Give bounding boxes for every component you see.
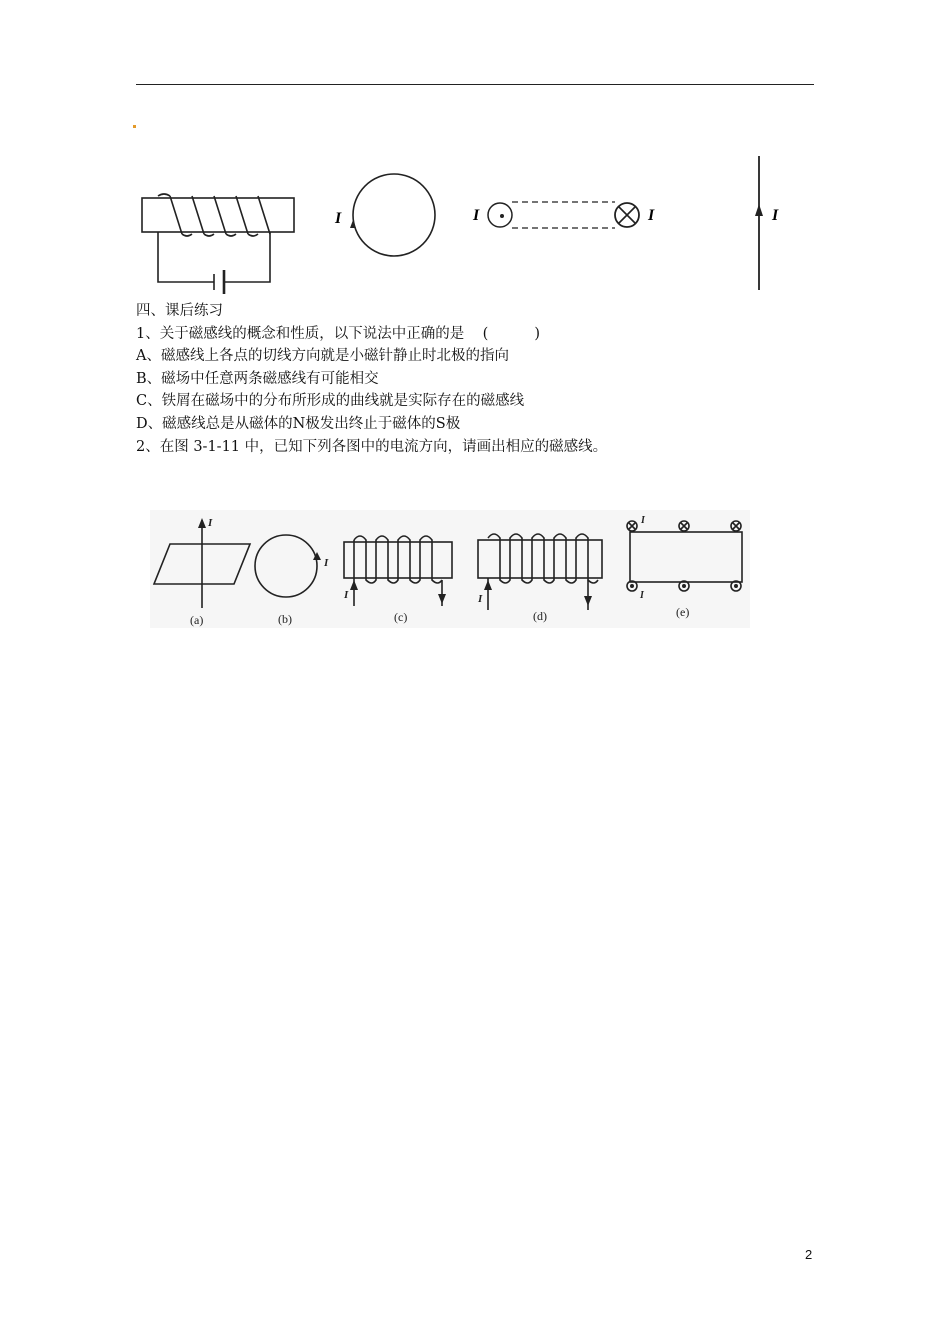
question-2-stem: 2、在图 3-1-11 中，已知下列各图中的电流方向，请画出相应的磁感线。	[136, 438, 608, 455]
page-number: 2	[805, 1247, 813, 1262]
option-c: C、铁屑在磁场中的分布所形成的曲线就是实际存在的磁感线	[136, 393, 525, 410]
current-arrow-icon	[755, 204, 763, 216]
top-figure-row	[130, 150, 810, 295]
current-out-of-page-icon	[488, 203, 512, 227]
current-label: I	[473, 207, 480, 224]
current-label: I	[335, 210, 342, 227]
current-arrow-icon	[350, 220, 356, 228]
current-label: I	[640, 590, 644, 601]
current-label: I	[641, 515, 645, 526]
option-d: D、磁感线总是从磁体的N极发出终止于磁体的S极	[136, 415, 461, 432]
section-heading: 四、课后练习	[136, 303, 223, 319]
exercise-text	[136, 300, 816, 458]
question-1-answer-blank: ( )	[482, 325, 541, 342]
caption-c: (c)	[394, 610, 408, 624]
straight-wire	[755, 156, 779, 290]
current-label: I	[344, 589, 349, 601]
question-1-stem: 1、关于磁感线的概念和性质，以下说法中正确的是	[136, 325, 465, 342]
current-loop-cross-section	[472, 202, 655, 228]
caption-b: (b)	[278, 612, 292, 626]
caption-e: (e)	[676, 605, 690, 619]
current-label: I	[772, 207, 779, 224]
question-1-stem-line	[136, 323, 816, 346]
current-label: I	[324, 557, 329, 569]
option-a: A、磁感线上各点的切线方向就是小磁针静止时北极的指向	[136, 348, 509, 365]
option-b: B、磁场中任意两条磁感线有可能相交	[136, 370, 379, 387]
current-label: I	[478, 593, 483, 605]
solenoid-with-battery	[142, 194, 294, 294]
current-out-of-page-icon	[631, 585, 633, 587]
caption-a: (a)	[190, 613, 204, 627]
header-rule	[136, 84, 814, 85]
orange-dot-mark	[133, 125, 136, 128]
caption-d: (d)	[533, 609, 547, 623]
figure-3-1-11	[150, 510, 750, 630]
current-label: I	[648, 207, 655, 224]
circular-loop	[334, 174, 435, 256]
current-label: I	[208, 517, 213, 529]
